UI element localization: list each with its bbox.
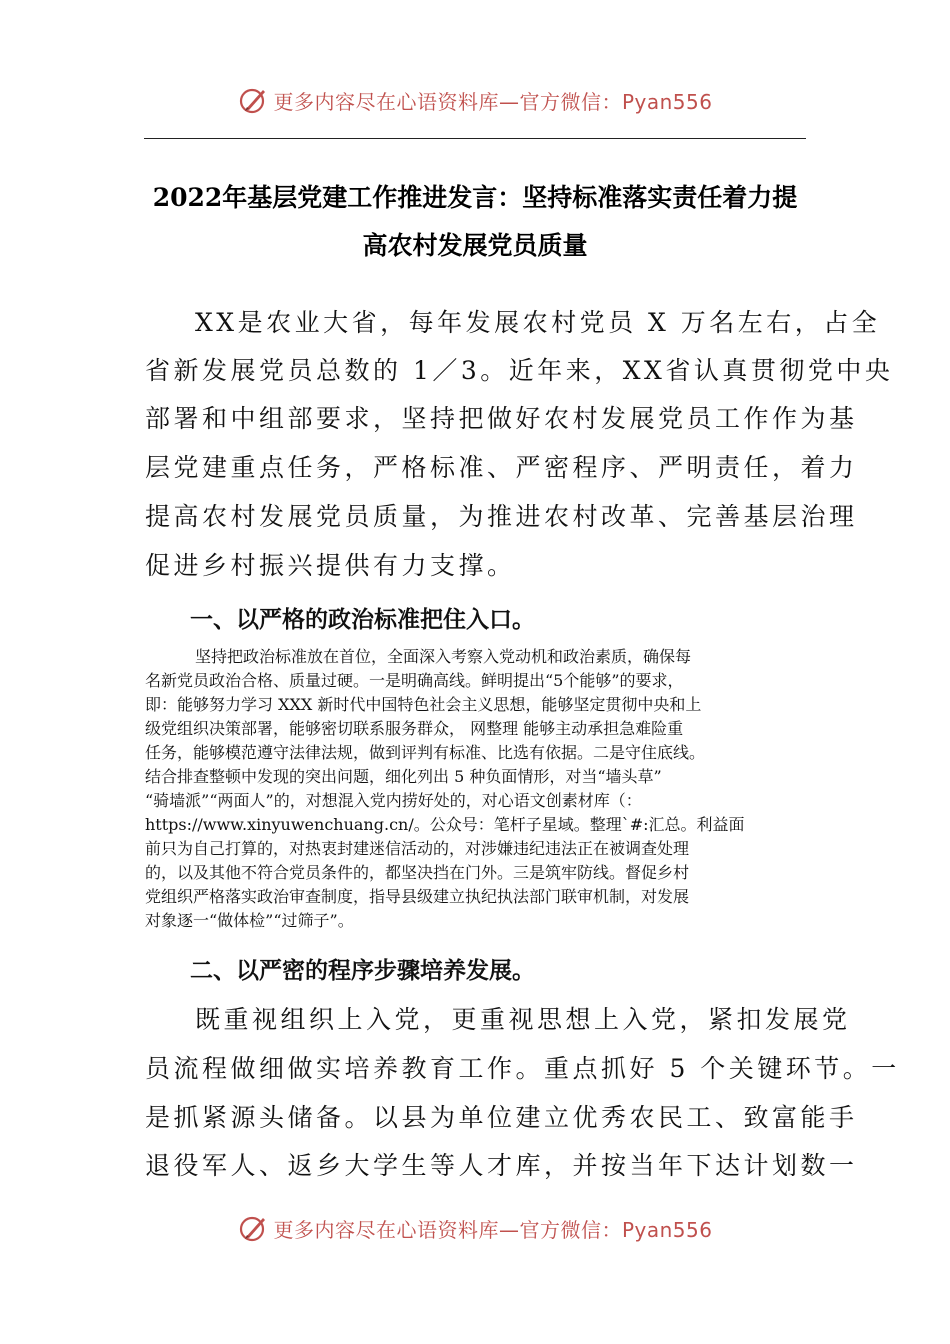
intro-line: 层党建重点任务，严格标准、严密程序、严明责任，着力 bbox=[145, 453, 858, 482]
intro-line: 提高农村发展党员质量，为推进农村改革、完善基层治理 bbox=[145, 502, 858, 531]
intro-line: 部署和中组部要求，坚持把做好农村发展党员工作作为基 bbox=[145, 404, 858, 433]
footer-banner bbox=[0, 1208, 950, 1248]
section1-line: 即：能够努力学习 XXX 新时代中国特色社会主义思想，能够坚定贯彻中央和上 bbox=[145, 695, 702, 714]
section1-line: 前只为自己打算的，对热衷封建迷信活动的，对涉嫌违纪违法正在被调查处理 bbox=[145, 839, 690, 858]
footer-banner-text: 更多内容尽在心语资料库—官方微信：Pyan556 bbox=[273, 1217, 713, 1242]
intro-line: 省新发展党员总数的 1／3。近年来，XX省认真贯彻党中央 bbox=[145, 356, 894, 385]
quill-pen-icon bbox=[237, 1212, 269, 1244]
intro-line: 促进乡村振兴提供有力支撑。 bbox=[145, 551, 516, 580]
section2-line: 退役军人、返乡大学生等人才库，并按当年下达计划数一 bbox=[145, 1151, 858, 1180]
section1-line: 名新党员政治合格、质量过硬。一是明确高线。鲜明提出“5个能够”的要求， bbox=[145, 671, 684, 690]
section1-line: 级党组织决策部署，能够密切联系服务群众， 网整理 能够主动承担急难险重 bbox=[145, 719, 684, 738]
section1-line: 结合排查整顿中发现的突出问题，细化列出 5 种负面情形，对当“墙头草” bbox=[145, 767, 662, 786]
section1-line: 坚持把政治标准放在首位，全面深入考察入党动机和政治素质，确保每 bbox=[195, 647, 692, 666]
quill-pen-icon bbox=[237, 84, 269, 116]
document-title-line-2: 高农村发展党员质量 bbox=[362, 231, 588, 260]
section-heading-1: 一、以严格的政治标准把住入口。 bbox=[190, 607, 535, 633]
header-divider bbox=[144, 138, 806, 139]
document-title-line-1: 2022年基层党建工作推进发言：坚持标准落实责任着力提 bbox=[152, 183, 798, 212]
header-banner-text: 更多内容尽在心语资料库—官方微信：Pyan556 bbox=[273, 89, 713, 114]
section2-line: 员流程做细做实培养教育工作。重点抓好 5 个关键环节。一 bbox=[145, 1054, 900, 1083]
section2-line: 既重视组织上入党，更重视思想上入党，紧扣发展党 bbox=[195, 1005, 851, 1034]
section1-line: https://www.xinyuwenchuang.cn/。公众号：笔杆子星域。整理`#:汇总。利益面 bbox=[145, 815, 745, 834]
header-banner bbox=[0, 80, 950, 120]
intro-line: XX是农业大省，每年发展农村党员 X 万名左右，占全 bbox=[195, 308, 881, 337]
section-heading-2: 二、以严密的程序步骤培养发展。 bbox=[190, 958, 535, 984]
section1-line: 对象逐一“做体检”“过筛子”。 bbox=[145, 911, 354, 930]
section2-line: 是抓紧源头储备。以县为单位建立优秀农民工、致富能手 bbox=[145, 1103, 858, 1132]
section1-line: “骑墙派”“两面人”的，对想混入党内捞好处的，对心语文创素材库（： bbox=[145, 791, 642, 810]
section1-line: 任务，能够模范遵守法律法规，做到评判有标准、比选有依据。二是守住底线。 bbox=[145, 743, 706, 762]
section1-line: 党组织严格落实政治审查制度，指导县级建立执纪执法部门联审机制，对发展 bbox=[145, 887, 690, 906]
section1-line: 的，以及其他不符合党员条件的，都坚决挡在门外。三是筑牢防线。督促乡村 bbox=[145, 863, 690, 882]
